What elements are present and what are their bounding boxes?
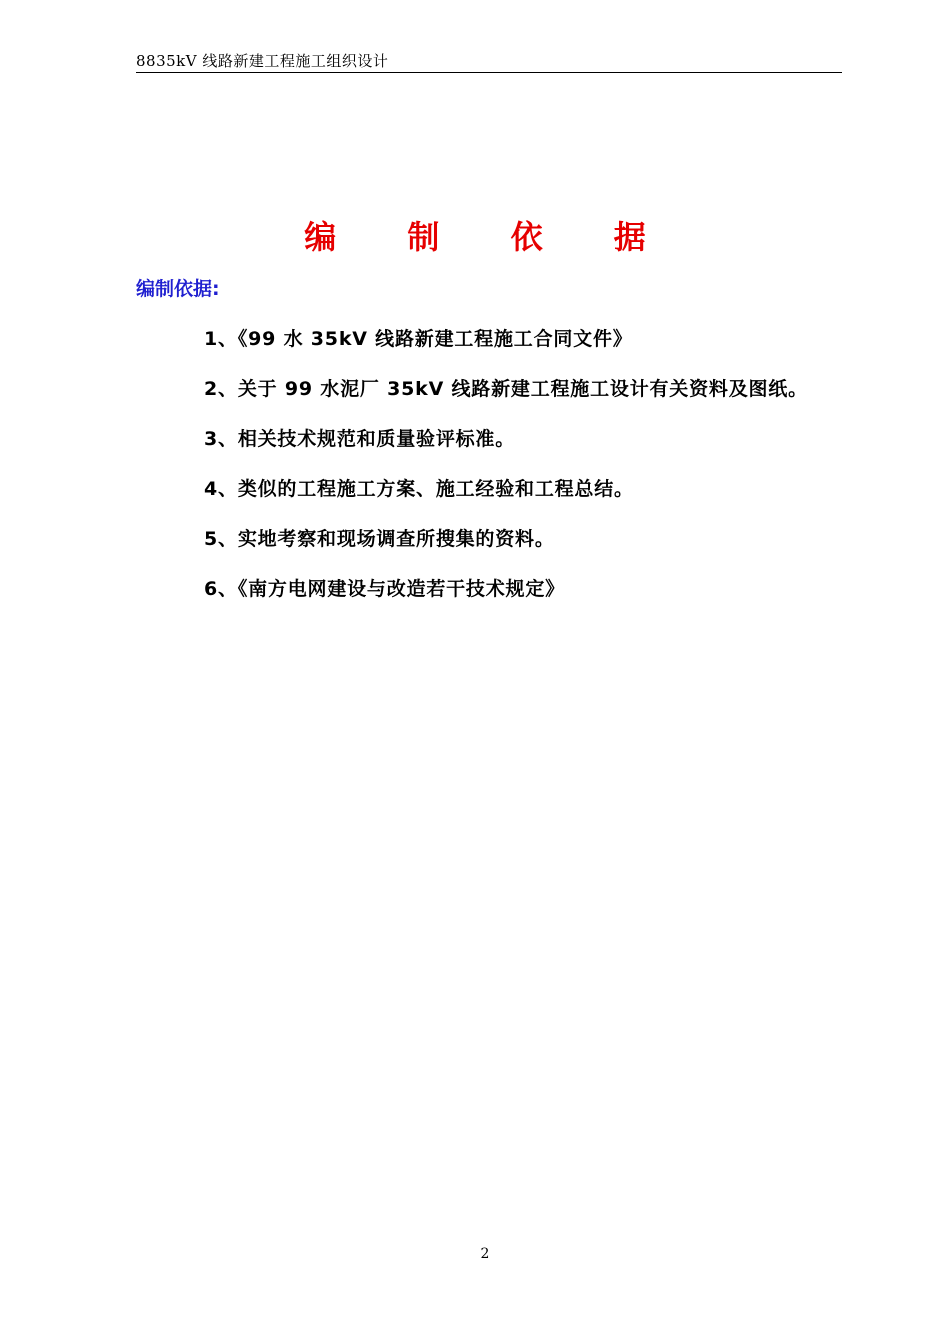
section-label: 编制依据: <box>136 278 220 300</box>
page-title: 编 制 依 据 <box>304 218 676 256</box>
list-item: 1、《99 水 35kV 线路新建工程施工合同文件》 <box>204 328 633 350</box>
running-header: 8835kV 线路新建工程施工组织设计 <box>136 52 389 70</box>
basis-list <box>204 324 808 624</box>
list-item: 2、关于 99 水泥厂 35kV 线路新建工程施工设计有关资料及图纸。 <box>204 378 808 400</box>
list-item: 6、《南方电网建设与改造若干技术规定》 <box>204 578 565 600</box>
list-item: 4、类似的工程施工方案、施工经验和工程总结。 <box>204 478 634 500</box>
page-number: 2 <box>480 1246 490 1262</box>
header-divider <box>136 72 842 73</box>
list-item: 5、实地考察和现场调查所搜集的资料。 <box>204 528 555 550</box>
list-item: 3、相关技术规范和质量验评标准。 <box>204 428 516 450</box>
